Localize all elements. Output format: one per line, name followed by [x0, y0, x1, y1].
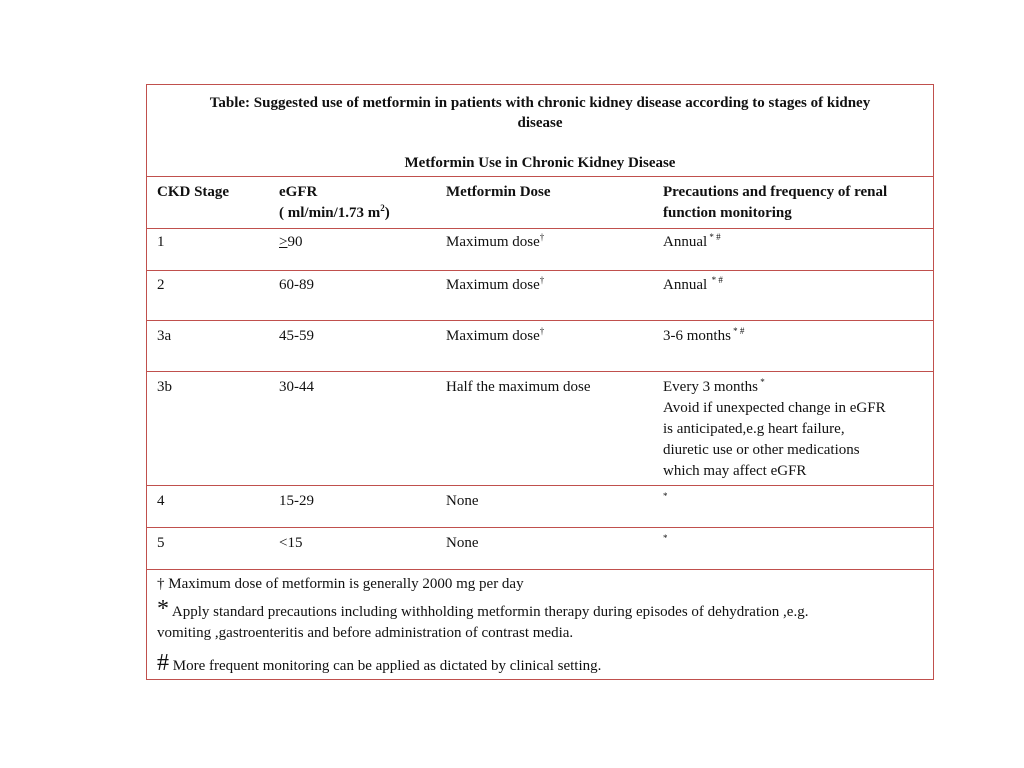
row-divider: [147, 569, 933, 570]
row1-precaution-text: Annual: [663, 234, 708, 250]
footnote-star-mark: *: [157, 596, 169, 622]
header-egfr-unit-sup: 2: [380, 203, 385, 213]
row4-precaution: [663, 491, 925, 512]
row1-dose: [446, 232, 544, 253]
row3b-note-line3: diuretic use or other medications: [663, 442, 860, 458]
footnote-star-line2: vomiting ,gastroenteritis and before administration of contrast media.: [157, 625, 574, 641]
row3a-precaution-text: 3-6 months: [663, 328, 731, 344]
row2-egfr: 60-89: [279, 277, 314, 293]
row2-dose-text: Maximum dose: [446, 277, 540, 293]
row1-egfr-symbol: >: [279, 234, 288, 250]
footnote-hash-text: More frequent monitoring can be applied as dictated by clinical setting.: [169, 658, 602, 674]
row1-dose-text: Maximum dose: [446, 234, 540, 250]
row2-precaution-text: Annual: [663, 277, 708, 293]
footnote-star-line1: Apply standard precautions including withholding metformin therapy during episodes of dehydration ,e.g.: [169, 604, 809, 620]
row3b-note-line4: which may affect eGFR: [663, 463, 807, 479]
header-egfr: [279, 182, 390, 224]
table-title-block: [147, 93, 933, 173]
header-precautions: [663, 182, 925, 224]
row3b-egfr: 30-44: [279, 379, 314, 395]
metformin-ckd-table: [146, 84, 934, 680]
row-divider: [147, 176, 933, 177]
footnote-hash-mark: #: [157, 650, 169, 676]
row1-stage: 1: [157, 234, 165, 250]
footnote-star: [157, 596, 917, 644]
row3b-precaution-text: Every 3 months: [663, 379, 758, 395]
row1-egfr: [279, 232, 302, 253]
table-title-line2: disease: [517, 115, 563, 131]
row3a-egfr: 45-59: [279, 328, 314, 344]
row3a-precaution: [663, 326, 925, 347]
header-precautions-line1: Precautions and frequency of renal: [663, 184, 888, 200]
row5-egfr: <15: [279, 535, 303, 551]
row3a-precaution-marks: * #: [730, 326, 745, 336]
header-precautions-line2: function monitoring: [663, 205, 792, 221]
table-title-line1: Table: Suggested use of metformin in patients with chronic kidney disease according to stages of kidney: [209, 95, 871, 111]
header-egfr-line1: eGFR: [279, 184, 318, 200]
header-ckd-stage: CKD Stage: [157, 184, 230, 200]
row3b-precaution-marks: *: [758, 377, 765, 387]
footnote-hash: [157, 650, 917, 677]
row2-precaution-marks: * #: [707, 275, 723, 285]
table-subtitle: Metformin Use in Chronic Kidney Disease: [404, 155, 676, 171]
row5-precaution-marks: *: [663, 533, 668, 543]
row-divider: [147, 371, 933, 372]
row2-dose: [446, 275, 544, 296]
header-egfr-unit: ( ml/min/1.73 m: [279, 205, 381, 221]
row3b-precaution: [663, 377, 925, 482]
row3b-stage: 3b: [157, 379, 172, 395]
row5-stage: 5: [157, 535, 165, 551]
row1-precaution: [663, 232, 925, 253]
row3a-stage: 3a: [157, 328, 172, 344]
header-metformin-dose: Metformin Dose: [446, 184, 551, 200]
row-divider: [147, 527, 933, 528]
header-egfr-unit-close: ): [384, 205, 390, 221]
footnote-dagger: † Maximum dose of metformin is generally 2000 mg per day: [157, 576, 524, 592]
row2-dose-mark: †: [539, 275, 545, 285]
row3b-note-line1: Avoid if unexpected change in eGFR: [663, 400, 886, 416]
row3a-dose: [446, 326, 544, 347]
row5-precaution: [663, 533, 925, 554]
row-divider: [147, 320, 933, 321]
row3a-dose-text: Maximum dose: [446, 328, 540, 344]
row2-stage: 2: [157, 277, 165, 293]
row4-stage: 4: [157, 493, 165, 509]
row4-dose: None: [446, 493, 479, 509]
row3a-dose-mark: †: [539, 326, 545, 336]
row1-precaution-marks: * #: [707, 232, 721, 242]
row5-dose: None: [446, 535, 479, 551]
row4-egfr: 15-29: [279, 493, 314, 509]
row1-egfr-value: 90: [287, 234, 303, 250]
row-divider: [147, 228, 933, 229]
row3b-dose: Half the maximum dose: [446, 379, 591, 395]
row3b-note-line2: is anticipated,e.g heart failure,: [663, 421, 845, 437]
row-divider: [147, 485, 933, 486]
row2-precaution: [663, 275, 925, 296]
row-divider: [147, 270, 933, 271]
row1-dose-mark: †: [539, 232, 545, 242]
row4-precaution-marks: *: [663, 491, 668, 501]
